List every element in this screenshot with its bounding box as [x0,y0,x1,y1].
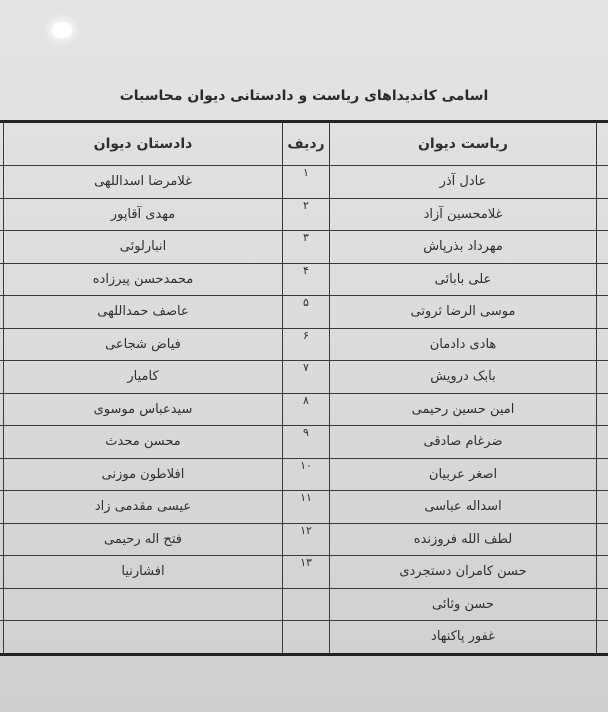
table-row [0,491,608,524]
edge-column-cell [597,393,608,426]
table-row [0,166,608,199]
edge-column-cell [0,361,4,394]
table-row [0,458,608,491]
header-prosecutor: دادستان دیوان [4,122,283,166]
cell-presidency: مهرداد بذرپاش [330,231,597,264]
cell-prosecutor: عاصف حمداللهی [4,296,283,329]
cell-prosecutor: مهدی آقاپور [4,198,283,231]
cell-row-number: ۷ [283,361,330,394]
cell-prosecutor: عیسی مقدمی زاد [4,491,283,524]
cell-row-number: ۹ [283,426,330,459]
edge-column-cell [0,556,4,589]
cell-prosecutor: کامیار [4,361,283,394]
edge-column-cell [597,491,608,524]
cell-row-number [283,588,330,621]
table-row [0,263,608,296]
cell-presidency: اصغر عربیان [330,458,597,491]
cell-prosecutor [4,588,283,621]
header-presidency: ریاست دیوان [330,122,597,166]
cell-row-number: ۵ [283,296,330,329]
table-row [0,231,608,264]
edge-column-cell [597,263,608,296]
cell-row-number: ۱۲ [283,523,330,556]
edge-column-cell [0,523,4,556]
edge-column-cell [597,588,608,621]
edge-column-cell [597,198,608,231]
edge-column-cell [597,296,608,329]
cell-prosecutor [4,621,283,655]
edge-column-cell [0,621,4,655]
cell-prosecutor: سیدعباس موسوی [4,393,283,426]
cell-prosecutor: محسن محدث [4,426,283,459]
edge-column-cell [0,491,4,524]
table-row [0,588,608,621]
edge-column-cell [0,393,4,426]
table-row [0,621,608,655]
cell-row-number: ۶ [283,328,330,361]
edge-column-cell [0,166,4,199]
edge-column-cell [0,263,4,296]
edge-column-cell [0,231,4,264]
table-row [0,393,608,426]
cell-presidency: هادی دادمان [330,328,597,361]
edge-column-cell [597,231,608,264]
edge-column-cell [597,621,608,655]
cell-presidency: غفور پاکنهاد [330,621,597,655]
edge-column-cell [0,588,4,621]
cell-prosecutor: محمدحسن پیرزاده [4,263,283,296]
cell-prosecutor: افلاطون موزنی [4,458,283,491]
edge-column-cell [0,122,4,166]
table-row [0,556,608,589]
edge-column-cell [0,426,4,459]
edge-column-cell [597,556,608,589]
edge-column-cell [597,458,608,491]
cell-presidency: حسن وثائی [330,588,597,621]
cell-row-number: ۱۱ [283,491,330,524]
cell-presidency: موسی الرضا ثروتی [330,296,597,329]
edge-column-cell [0,296,4,329]
cell-row-number: ۱۰ [283,458,330,491]
cell-presidency: علی بابائی [330,263,597,296]
cell-prosecutor: فتح اله رحیمی [4,523,283,556]
cell-presidency: غلامحسین آزاد [330,198,597,231]
cell-prosecutor: غلامرضا اسداللهی [4,166,283,199]
cell-presidency: بابک درویش [330,361,597,394]
edge-column-cell [597,426,608,459]
cell-row-number [283,621,330,655]
candidates-table [0,120,608,656]
table-row [0,361,608,394]
table-header-row [0,122,608,166]
cell-row-number: ۲ [283,198,330,231]
table-row [0,198,608,231]
cell-presidency: امین حسین رحیمی [330,393,597,426]
cell-row-number: ۱ [283,166,330,199]
cell-presidency: عادل آذر [330,166,597,199]
cell-row-number: ۴ [283,263,330,296]
table-row [0,328,608,361]
cell-prosecutor: افشارنیا [4,556,283,589]
cell-presidency: لطف الله فروزنده [330,523,597,556]
table-row [0,523,608,556]
table-row [0,426,608,459]
cell-row-number: ۳ [283,231,330,264]
edge-column-cell [597,166,608,199]
header-row-number: ردیف [283,122,330,166]
edge-column-cell [0,198,4,231]
edge-column-cell [597,328,608,361]
edge-column-cell [597,122,608,166]
light-glare [52,22,72,38]
cell-prosecutor: انبارلوئی [4,231,283,264]
cell-row-number: ۱۳ [283,556,330,589]
document-title: اسامی کاندیداهای ریاست و دادستانی دیوان محاسبات [119,88,489,104]
edge-column-cell [597,523,608,556]
cell-presidency: حسن کامران دستجردی [330,556,597,589]
edge-column-cell [0,458,4,491]
cell-prosecutor: فیاض شجاعی [4,328,283,361]
cell-presidency: اسداله عباسی [330,491,597,524]
cell-presidency: ضرغام صادقی [330,426,597,459]
edge-column-cell [0,328,4,361]
edge-column-cell [597,361,608,394]
cell-row-number: ۸ [283,393,330,426]
table-row [0,296,608,329]
